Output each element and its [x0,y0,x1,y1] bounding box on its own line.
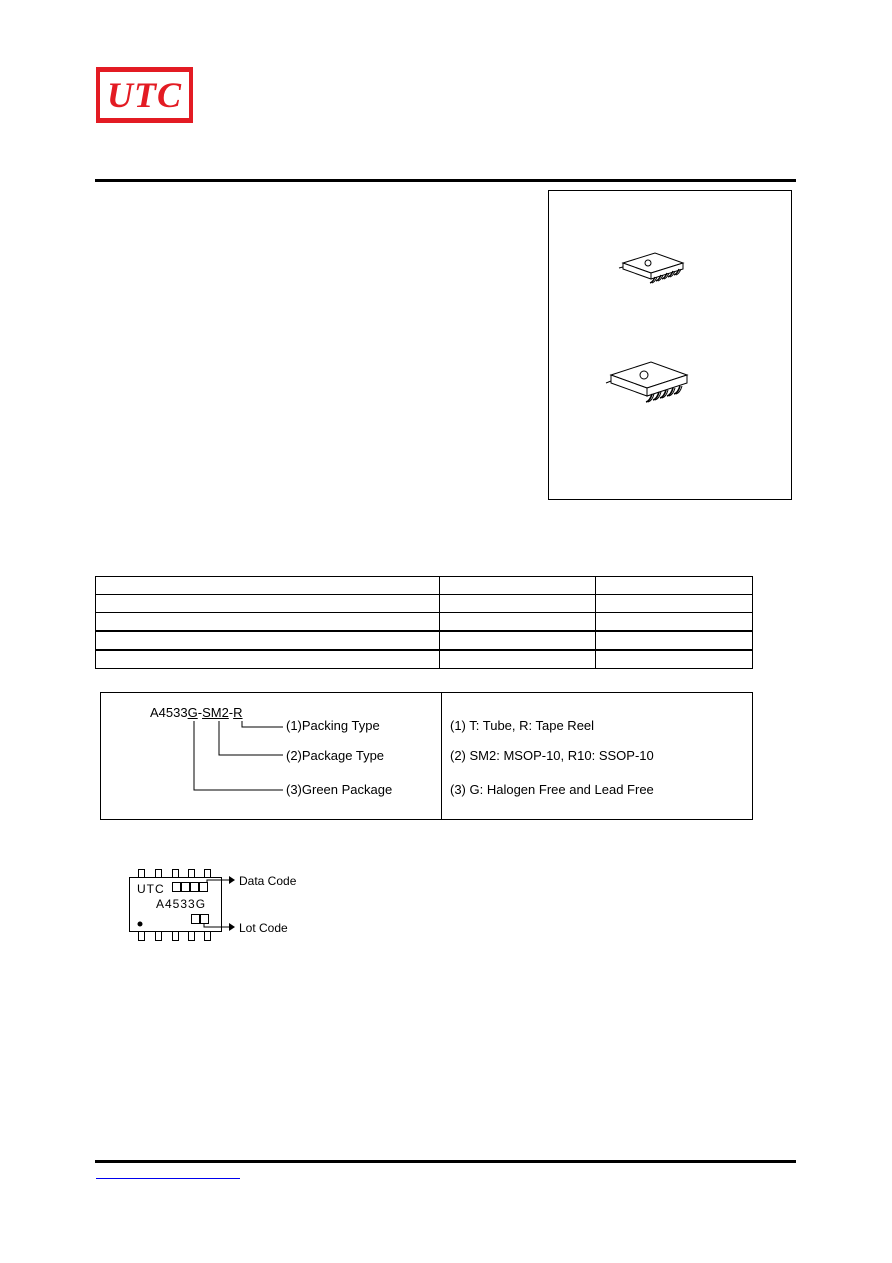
table-cell [439,650,596,669]
table-cell [439,613,596,632]
ordering-table [95,576,753,669]
table-cell [96,631,440,650]
table-cell [96,650,440,669]
header-rule [95,179,796,182]
table-cell [596,631,753,650]
msop-10-package-icon [617,246,697,291]
table-cell [596,577,753,595]
part-code-green: G [187,705,198,720]
table-cell [596,595,753,613]
packing-type-description: (1) T: Tube, R: Tape Reel [450,718,595,733]
table-row [96,595,753,613]
logo-text: UTC [107,75,182,115]
table-row [96,650,753,669]
utc-logo [96,67,193,123]
table-cell [439,577,596,595]
column-divider [441,693,442,819]
package-type-description: (2) SM2: MSOP-10, R10: SSOP-10 [450,748,654,763]
table-row [96,613,753,632]
green-package-label: (3)Green Package [286,782,393,797]
table-cell [96,595,440,613]
lot-code-label: Lot Code [239,921,288,935]
marking-part: A4533G [156,897,207,911]
marking-diagram [125,868,315,944]
part-code-package: SM2 [202,705,229,720]
part-code-base: A4533 [150,705,188,720]
marking-brand: UTC [137,882,165,896]
green-package-description: (3) G: Halogen Free and Lead Free [450,782,654,797]
part-number-decoder [100,692,753,820]
ssop-10-package-icon [605,353,701,413]
table-cell [439,631,596,650]
part-code-packing: R [233,705,243,720]
footer-link-underline[interactable] [96,1178,240,1179]
package-type-label: (2)Package Type [286,748,385,763]
table-cell [96,577,440,595]
table-cell [596,650,753,669]
table-row [96,577,753,595]
table-cell [439,595,596,613]
part-code-dash: - [197,705,203,720]
decoder-leader-lines [101,693,441,821]
date-code-label: Data Code [239,874,297,888]
table-cell [96,613,440,632]
part-code-dash: - [228,705,234,720]
table-cell [596,613,753,632]
packing-type-label: (1)Packing Type [286,718,380,733]
footer-rule [95,1160,796,1163]
package-illustration-box [548,190,792,500]
table-row [96,631,753,650]
